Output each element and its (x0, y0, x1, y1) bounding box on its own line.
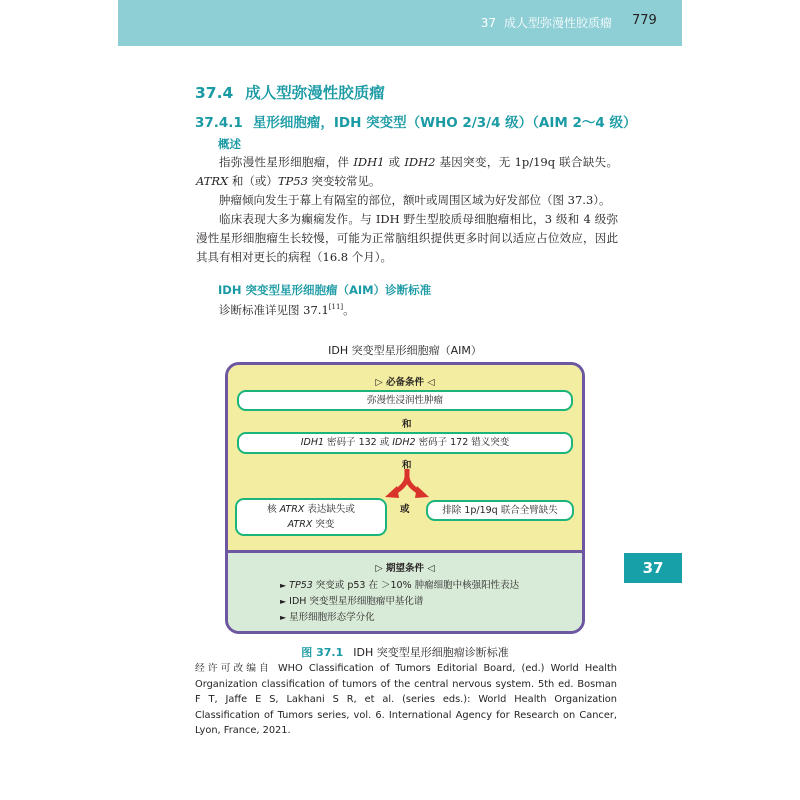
split-arrow-icon (382, 469, 432, 501)
desirable-criteria-list (280, 578, 519, 626)
section-heading (195, 81, 385, 103)
figure-source-note: 经许可改编自 WHO Classification of Tumors Editorial Board, (ed.) World Health Organization classification of tumors of the central nervous system. 5th ed. Bosman F T, Jaffe E S, Lakhani S R, et al. (series eds.): World Health Organization Classification of Tumors series, vol. 6. International Agency for Research on Cancer, Lyon, France, 2021. (195, 663, 617, 736)
figure-title: IDH 突变型星形细胞瘤（AIM） (328, 344, 482, 357)
list-item: ► TP53 突变或 p53 在 ＞10% 肿瘤细胞中核强阳性表达 (280, 580, 520, 591)
chapter-side-tab: 37 (624, 553, 682, 583)
desirable-criteria-label: ▷ 期望条件 ◁ (375, 563, 435, 574)
overview-body (196, 153, 618, 267)
running-header (118, 0, 682, 46)
overview-paragraph-3: 临床表现大多为癫痫发作。与 IDH 野生型胶质母细胞瘤相比，3 级和 4 级弥漫性星形细胞瘤生长较慢，可能为正常脑组织提供更多时间以适应占位效应，因此其具有相对更长的病程（16.8 个月）。 (196, 212, 618, 264)
essential-criteria-panel (228, 365, 582, 553)
list-item: ► 星形细胞形态学分化 (280, 612, 375, 623)
criterion-exclude-1p19q: 排除 1p/19q 联合全臂缺失 (426, 500, 574, 521)
or-connector: 或 (400, 504, 410, 515)
list-item: ► IDH 突变型星形细胞瘤甲基化谱 (280, 596, 424, 607)
chapter-number: 37 (480, 16, 496, 30)
criteria-paragraph: 诊断标准详见图 37.1[11]。 (219, 302, 355, 317)
bullet-triangle-icon: ► (280, 597, 287, 606)
essential-criteria-label: ▷ 必备条件 ◁ (375, 377, 435, 388)
bullet-triangle-icon: ► (280, 613, 287, 622)
subsection-title: 星形细胞瘤，IDH 突变型（WHO 2/3/4 级）（AIM 2～4 级） (252, 115, 637, 131)
diagnostic-criteria-diagram (225, 362, 585, 634)
bullet-triangle-icon: ► (280, 581, 287, 590)
section-title: 成人型弥漫性胶质瘤 (245, 84, 385, 102)
and-connector-2: 和 (402, 460, 412, 471)
overview-paragraph-1: 指弥漫性星形细胞瘤，伴 IDH1 或 IDH2 基因突变，无 1p/19q 联合缺失。ATRX 和（或）TP53 突变较常见。 (196, 155, 619, 188)
overview-heading: 概述 (218, 137, 241, 151)
and-connector-1: 和 (402, 419, 412, 430)
overview-paragraph-2: 肿瘤倾向发生于幕上有隔室的部位，额叶或周围区域为好发部位（图 37.3）。 (219, 193, 611, 207)
citation-ref: [11] (328, 303, 344, 311)
figure-caption (195, 644, 615, 660)
criterion-diffuse-infiltrating: 弥漫性浸润性肿瘤 (237, 390, 573, 411)
subsection-number: 37.4.1 (195, 115, 243, 131)
figure-caption-text: IDH 突变型星形细胞瘤诊断标准 (353, 646, 509, 659)
chapter-title: 成人型弥漫性胶质瘤 (503, 16, 612, 30)
subsection-heading (195, 111, 637, 131)
figure-number: 图 37.1 (301, 646, 344, 659)
running-header-text (481, 14, 612, 31)
section-number: 37.4 (195, 84, 234, 102)
criteria-heading: IDH 突变型星形细胞瘤（AIM）诊断标准 (218, 283, 432, 297)
page-number: 779 (632, 13, 657, 28)
criterion-atrx-loss: 核 ATRX 表达缺失或 ATRX 突变 (235, 498, 387, 536)
criterion-idh-mutation: IDH1 密码子 132 或 IDH2 密码子 172 错义突变 (237, 432, 573, 454)
criteria-body (196, 298, 618, 320)
